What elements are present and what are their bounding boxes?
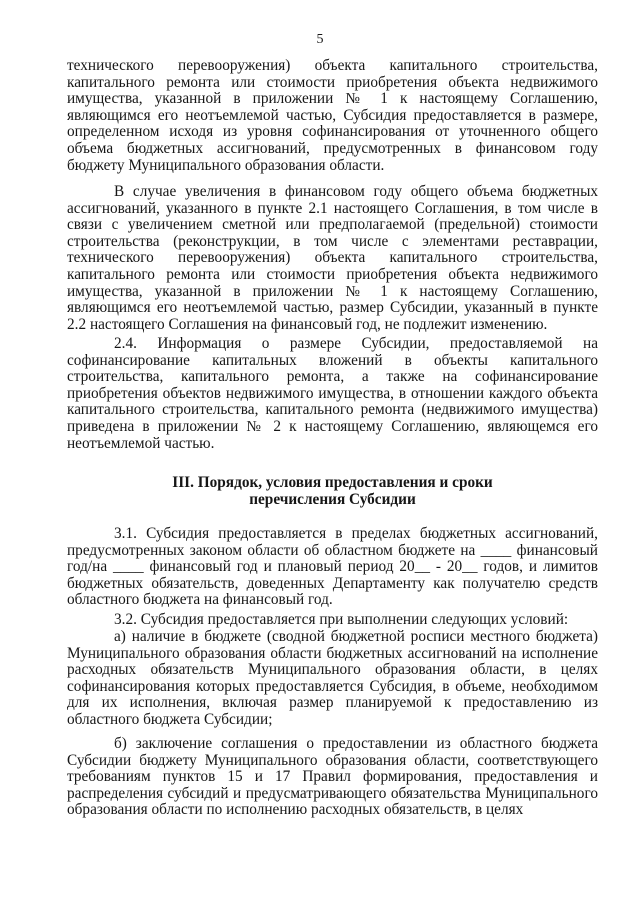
section-heading-iii xyxy=(67,475,598,508)
paragraph-2-4-information: 2.4. Информация о размере Субсидии, предоставляемой на софинансирование капитальных вложений в объекты капитального строительства, капитального ремонта, а также на софинансирование приобретения объектов недвижимого имущества, в отношении каждого объекта капитального строительства, капитального ремонта (недвижимого имущества) приведена в приложении № 2 к настоящему Соглашению, являющемся его неотъемлемой частью. xyxy=(67,335,598,452)
paragraph-3-1: 3.1. Субсидия предоставляется в пределах бюджетных ассигнований, предусмотренных законом области об областном бюджете на ____ финансовый год/на ____ финансовый год и плановый период 20__ - 20__ годов, и лимитов бюджетных обязательств, доведенных Департаменту как получателю средств областного бюджета на финансовый год. xyxy=(67,525,598,609)
paragraph-condition-a: а) наличие в бюджете (сводной бюджетной росписи местного бюджета) Муниципального образования области бюджетных ассигнований на исполнение расходных обязательств Муниципального образования области, в целях софинансирования которых предоставляется Субсидия, в объеме, необходимом для их исполнения, включая размер планируемой к предоставлению из областного бюджета Субсидии; xyxy=(67,628,598,728)
paragraph-3-2: 3.2. Субсидия предоставляется при выполнении следующих условий: xyxy=(114,611,569,628)
paragraph-subsidy-size: технического перевооружения) объекта капитального строительства, капитального ремонта или стоимости приобретения объекта недвижимого имущества, указанной в приложении № 1 к настоящему Соглашению, являющимся его неотъемлемой частью, Субсидия предоставляется в размере, определенном исходя из уровня софинансирования от уточненного общего объема бюджетных ассигнований, предусмотренных в финансовом году бюджету Муниципального образования области. xyxy=(67,57,598,174)
section-heading-line-2: перечисления Субсидии xyxy=(249,490,416,508)
paragraph-budget-increase: В случае увеличения в финансовом году общего объема бюджетных ассигнований, указанного в пункте 2.1 настоящего Соглашения, в том числе в связи с увеличением сметной или предполагаемой (предельной) стоимости строительства (реконструкции, в том числе с элементами реставрации, технического перевооружения) объекта капитального строительства, капитального ремонта или стоимости приобретения объекта недвижимого имущества, указанной в приложении № 1 к настоящему Соглашению, являющимся его неотъемлемой частью, размер Субсидии, указанный в пункте 2.2 настоящего Соглашения на финансовый год, не подлежит изменению. xyxy=(67,183,598,333)
section-heading-line-1: III. Порядок, условия предоставления и сроки xyxy=(172,474,493,491)
paragraph-condition-b: б) заключение соглашения о предоставлении из областного бюджета Субсидии бюджету Муниципального образования области, соответствующего требованиям пунктов 15 и 17 Правил формирования, предоставления и распределения субсидий и предусматривающего обязательства Муниципального образования области по исполнению расходных обязательств, в целях xyxy=(67,735,598,819)
page-number: 5 xyxy=(316,32,324,47)
